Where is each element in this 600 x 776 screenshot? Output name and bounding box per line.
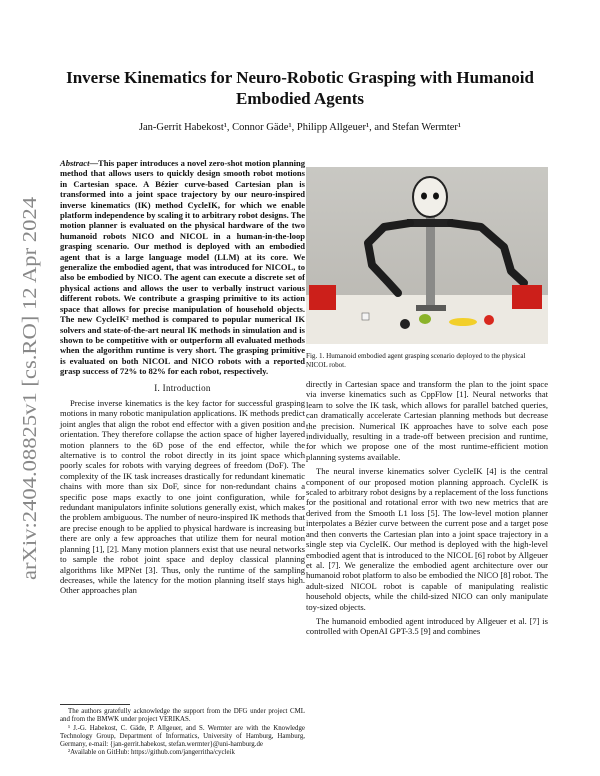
robot-mast (426, 215, 435, 311)
footnotes (60, 708, 305, 758)
robot-eye-right (433, 193, 439, 200)
right-paragraph-2: The neural inverse kinematics solver CycleIK [4] is the central component of our proposed motion planning approach. CycleIK is scaled to arbitrary robot designs by a replacement of the loss functions for the positional and rotational error with two new metrics that are derived from the Smooth L1 loss [5]. The low-level motion planner interpolates a Bézier curve between the current pose and a target pose and then converts the Cartesian plan into a joint space trajectory in a single step via CycleIK. Our method is deployed with the high-level embodied agent that is introduced to the NICOL [6] robot by Allgeuer et al. [7]. We generalize the embodied agent architecture over our humanoid robot platform to also be embodied the NICO [8] robot. The adult-sized NICOL robot is capable of manipulating realistic household objects, while the child-sized NICO can only manipulate toy-sized objects. (306, 466, 548, 612)
footnote-github: ²Available on GitHub: https://github.com/jangerritha/cycleik (68, 749, 235, 757)
robot-base (416, 305, 446, 311)
right-paragraph-1: directly in Cartesian space and transform the plan to the joint space via inverse kinematics such as CppFlow [1]. Neural networks that learn to solve the IK task, which allows for parallel batched queries, can dramatically accelerate Cartesian planning methods but decrease the precision. Numerical IK approaches have to solve each pose individually, resulting in a trade-off between precision and runtime, for which we propose one of the most runtime-efficient motion planning systems available. (306, 379, 548, 462)
right-paragraph-3: The humanoid embodied agent introduced by Allgeuer et al. [7] is controlled with OpenAI GPT-3.5 [9] and combines (306, 615, 548, 637)
right-column (306, 379, 548, 641)
footnote-rule (60, 704, 130, 705)
footnote-funding: The authors gratefully acknowledge the support from the DFG under project CML and from the BMWK under project VERIKAS. (60, 708, 305, 724)
footnote-affiliation: ¹ J.-G. Habekost, C. Gäde, P. Allgeuer, and S. Wermter are with the Knowledge Technology Group, Department of Informatics, University of Hamburg, Hamburg, Germany, e-mail: {jan-gerrit.habekost, stefan.wermter}@uni-hamburg.de (60, 724, 305, 749)
arxiv-id: arXiv:2404.08825v1 [cs.RO] 12 Apr 2024 (20, 249, 41, 580)
tomato-object (484, 315, 494, 325)
banana-object (449, 318, 477, 326)
abstract-text: —This paper introduces a novel zero-shot motion planning method that allows users to quickly design smooth robot motions in Cartesian space. A Bézier curve-based Cartesian plan is transformed into a joint space trajectory by our neuro-inspired inverse kinematics (IK) method CycleIK, for which we enable platform independence by scaling it to arbitrary robot designs. The motion planner is evaluated on the physical hardware of the two humanoid robots NICO and NICOL in a human-in-the-loop grasping scenario. Our method is deployed with an embodied agent that is a large language model (LLM) at its core. We generalize the embodied agent, that was introduced for NICOL, to also be embodied by NICO. The agent can execute a discrete set of physical actions and allows the user to verbally instruct various different robots. We contribute a grasping primitive to its action space that allows for precise manipulation of household objects. The new CycleIK² method is compared to popular numerical IK solvers and state-of-the-art neural IK methods in simulation and is shown to be competitive with or outperform all evaluated methods when the algorithm runtime is very short. The grasping primitive is evaluated on both NICOL and NICO robots with a reported grasp success of 72% to 82% for each robot, respectively. (60, 158, 305, 377)
red-box-left (309, 285, 336, 310)
lime-object (419, 314, 431, 324)
section-heading: I. Introduction (154, 383, 211, 393)
robot-head (413, 177, 447, 217)
figure-caption: Fig. 1. Humanoid embodied agent grasping scenario deployed to the physical NICOL robot. (306, 352, 526, 369)
robot-eye-left (421, 193, 427, 200)
ball-object (400, 319, 410, 329)
abstract (60, 158, 305, 377)
abstract-label: Abstract (60, 158, 90, 168)
intro-paragraph-left: Precise inverse kinematics is the key factor for successful grasping motions in many robotic manipulation applications. IK methods predict joint angles that align the robot end effector with a given position and orientation. They therefore collapse the action space of higher layered motion planners to the 6D pose of the end effector, while the alternative is to control the robot directly in its joint space which poorly scales for robots with varying degrees of freedom (DoF). The complexity of the IK task increases drastically for redundant kinematic chains with more than six DoF, since for non-redundant chains a specific pose maps exactly to one joint configuration, while for redundant manipulators infinite solutions generally exist, which makes the problem ambiguous. The number of neuro-inspired IK methods that are precise enough to be applied to physical hardware is increasing but there are only a few approaches that utilize them for neural motion planning [1], [2]. Many motion planners exist that use neural networks to sample the robot joint space and deploy classical planning algorithms like MPNet [3]. Thus, only the runtime of the sampling decreases, while the latency for the motion planning itself stays high. Other approaches plan (60, 398, 305, 596)
figure-photo (306, 167, 548, 344)
dice-object (362, 313, 369, 320)
paper-title: Inverse Kinematics for Neuro-Robotic Grasping with Humanoid Embodied Agents (66, 68, 534, 108)
red-box-right (512, 285, 542, 309)
author-list: Jan-Gerrit Habekost¹, Connor Gäde¹, Philipp Allgeuer¹, and Stefan Wermter¹ (138, 122, 462, 133)
arxiv-stamp (9, 195, 47, 580)
